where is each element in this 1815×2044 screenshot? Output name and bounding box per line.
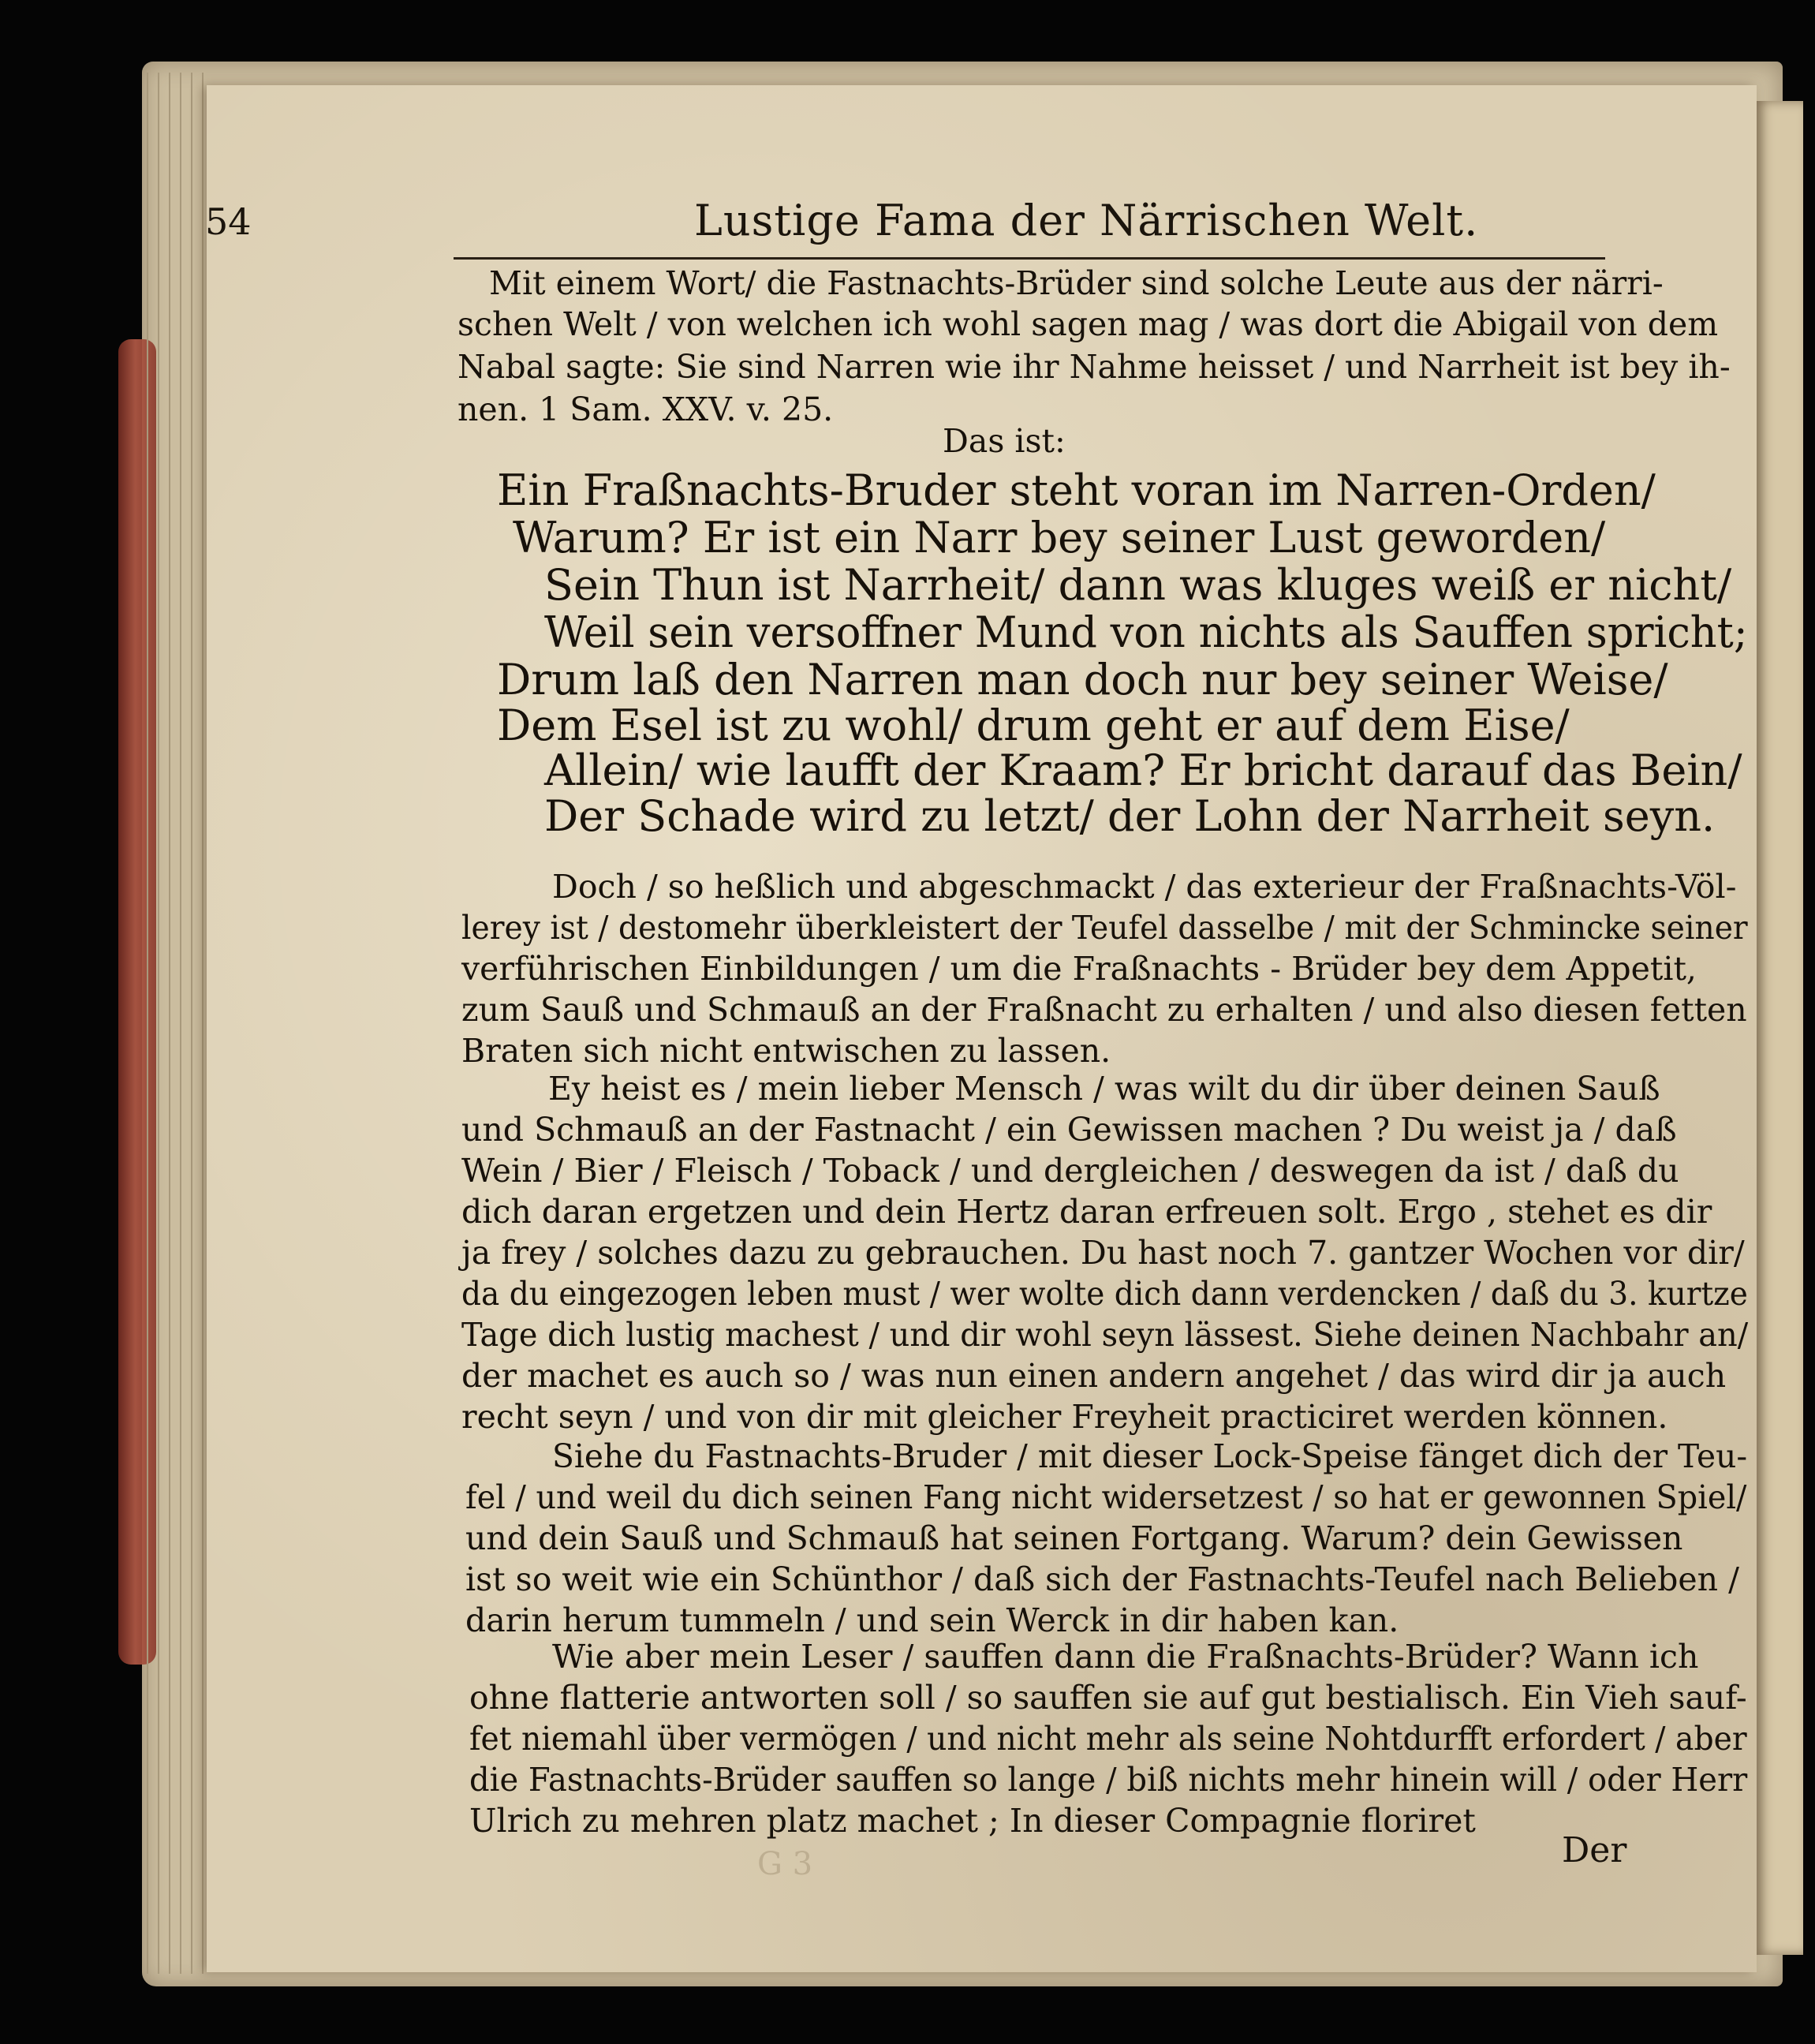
verse-line: Dem Esel ist zu wohl/ drum geht er auf dem Eise/ bbox=[497, 701, 1570, 750]
text-line: Siehe du Fastnachts-Bruder / mit dieser Lock-Speise fänget dich der Teu- bbox=[552, 1437, 1748, 1475]
verse-line: Ein Fraßnachts-Bruder steht voran im Narren-Orden/ bbox=[497, 465, 1656, 515]
text-line: Wie aber mein Leser / sauffen dann die Fraßnachts-Brüder? Wann ich bbox=[552, 1638, 1699, 1676]
verse-line: Weil sein versoffner Mund von nichts als Sauffen spricht; bbox=[544, 607, 1748, 657]
text-line: fet niemahl über vermögen / und nicht mehr als seine Nohtdurfft erfordert / aber bbox=[469, 1720, 1747, 1758]
verse-line: Drum laß den Narren man doch nur bey seiner Weise/ bbox=[497, 655, 1668, 704]
text-line: Doch / so heßlich und abgeschmackt / das exterieur der Fraßnachts-Völ- bbox=[552, 868, 1737, 906]
text-line: ohne flatterie antworten soll / so sauffen sie auf gut bestialisch. Ein Vieh sauf- bbox=[469, 1679, 1747, 1717]
text-line: Wein / Bier / Fleisch / Toback / und dergleichen / deswegen da ist / daß du bbox=[461, 1152, 1679, 1190]
text-line: Nabal sagte: Sie sind Narren wie ihr Nahme heisset / und Narrheit ist bey ih- bbox=[457, 348, 1731, 386]
text-line: da du eingezogen leben must / wer wolte dich dann verdencken / daß du 3. kurtze bbox=[461, 1275, 1748, 1313]
das-ist-label: Das ist: bbox=[943, 422, 1066, 460]
text-line: recht seyn / und von dir mit gleicher Freyheit practiciret werden können. bbox=[461, 1398, 1668, 1436]
text-line: verführischen Einbildungen / um die Fraßnachts - Brüder bey dem Appetit, bbox=[461, 950, 1697, 988]
text-line: nen. 1 Sam. XXV. v. 25. bbox=[457, 390, 834, 428]
text-line: und Schmauß an der Fastnacht / ein Gewissen machen ? Du weist ja / daß bbox=[461, 1111, 1677, 1149]
text-line: der machet es auch so / was nun einen andern angehet / das wird dir ja auch bbox=[461, 1357, 1727, 1395]
text-line: Mit einem Wort/ die Fastnachts-Brüder sind solche Leute aus der närri- bbox=[489, 264, 1664, 302]
text-line: ist so weit wie ein Schünthor / daß sich der Fastnachts-Teufel nach Belieben / bbox=[465, 1560, 1739, 1598]
text-line: lerey ist / destomehr überkleistert der Teufel dasselbe / mit der Schmincke seiner bbox=[461, 909, 1748, 947]
header-rule bbox=[454, 257, 1605, 260]
text-line: darin herum tummeln / und sein Werck in dir haben kan. bbox=[465, 1601, 1399, 1639]
verse-line: Sein Thun ist Narrheit/ dann was kluges weiß er nicht/ bbox=[544, 560, 1732, 610]
facing-page-edge bbox=[1756, 101, 1803, 1955]
verse-line: Warum? Er ist ein Narr bey seiner Lust geworden/ bbox=[513, 513, 1606, 562]
running-head: Lustige Fama der Närrischen Welt. bbox=[694, 196, 1479, 245]
text-line: Braten sich nicht entwischen zu lassen. bbox=[461, 1032, 1111, 1070]
signature-show-through: G 3 bbox=[757, 1846, 813, 1882]
page-number: 54 bbox=[205, 200, 252, 243]
text-line: und dein Sauß und Schmauß hat seinen Fortgang. Warum? dein Gewissen bbox=[465, 1519, 1683, 1557]
catchword: Der bbox=[1562, 1830, 1627, 1870]
text-line: schen Welt / von welchen ich wohl sagen mag / was dort die Abigail von dem bbox=[457, 305, 1719, 343]
text-line: Ey heist es / mein lieber Mensch / was wilt du dir über deinen Sauß bbox=[548, 1070, 1660, 1108]
text-line: Tage dich lustig machest / und dir wohl seyn lässest. Siehe deinen Nachbahr an/ bbox=[461, 1316, 1749, 1354]
text-line: die Fastnachts-Brüder sauffen so lange / biß nichts mehr hinein will / oder Herr bbox=[469, 1761, 1748, 1799]
text-line: Ulrich zu mehren platz machet ; In dieser Compagnie floriret bbox=[469, 1802, 1476, 1840]
verse-line: Der Schade wird zu letzt/ der Lohn der Narrheit seyn. bbox=[544, 791, 1716, 841]
text-line: fel / und weil du dich seinen Fang nicht widersetzest / so hat er gewonnen Spiel/ bbox=[465, 1478, 1747, 1516]
text-line: dich daran ergetzen und dein Hertz daran erfreuen solt. Ergo , stehet es dir bbox=[461, 1193, 1712, 1231]
text-line: zum Sauß und Schmauß an der Fraßnacht zu erhalten / und also diesen fetten bbox=[461, 991, 1747, 1029]
verse-line: Allein/ wie laufft der Kraam? Er bricht darauf das Bein/ bbox=[544, 745, 1742, 795]
text-line: ja frey / solches dazu zu gebrauchen. Du hast noch 7. gantzer Wochen vor dir/ bbox=[461, 1234, 1745, 1272]
